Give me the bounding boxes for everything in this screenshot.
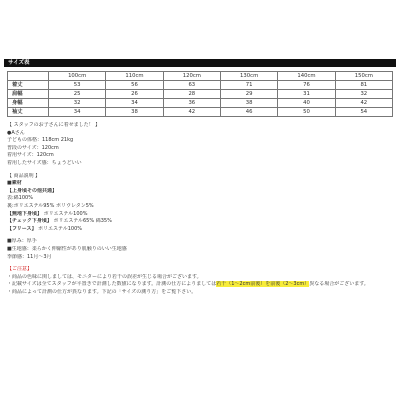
- table-cell: 38: [106, 108, 163, 117]
- table-row: [8, 81, 393, 90]
- size-col-header: 100cm: [49, 72, 106, 81]
- table-cell: 32: [335, 90, 392, 99]
- plain-body-value: ポリエステル100%: [43, 210, 88, 217]
- outer-material-1: 表:綿100%: [7, 195, 33, 202]
- table-cell: 54: [335, 108, 392, 117]
- staff-section: [7, 122, 396, 168]
- check-body-value: ポリエステル65% 綿35%: [53, 218, 112, 225]
- check-body-label: 【チェック下身頃】: [7, 218, 52, 225]
- row-label: 肩幅: [8, 90, 49, 99]
- plain-body-label: 【無地下身頃】: [7, 210, 43, 217]
- table-row: [8, 90, 393, 99]
- plain-body-material: [7, 211, 396, 219]
- staff-usual-size: 普段のサイズ：120cm: [7, 144, 59, 151]
- size-col-header: 130cm: [220, 72, 277, 81]
- check-body-material: [7, 218, 396, 226]
- table-cell: 81: [335, 81, 392, 90]
- table-row: [8, 108, 393, 117]
- table-cell: 56: [106, 81, 163, 90]
- note-measurement-tail: 異なる場合がございます。: [309, 281, 369, 288]
- texture: ■生地感：柔らかく伸縮性があり肌触りのいい生地感: [7, 245, 127, 252]
- product-section: [7, 173, 396, 262]
- table-cell: 38: [220, 99, 277, 108]
- table-cell: 32: [49, 99, 106, 108]
- note-measurement-highlight: 若干（1〜2cm前後）を前後（2〜3cm）: [216, 281, 310, 288]
- size-table-corner: [8, 72, 49, 81]
- notes-heading: 【ご注意】: [7, 266, 33, 273]
- material-label: ■素材: [7, 180, 22, 187]
- note-color: ・商品の色味に関しましては、モニターにより若干の誤差が生じる場合がございます。: [7, 273, 202, 280]
- table-cell: 46: [220, 108, 277, 117]
- size-table: [7, 71, 393, 117]
- table-cell: 25: [49, 90, 106, 99]
- staff-worn-size: 着用サイズ：120cm: [7, 152, 54, 159]
- size-col-header: 140cm: [278, 72, 335, 81]
- table-cell: 71: [220, 81, 277, 90]
- size-col-header: 150cm: [335, 72, 392, 81]
- row-label: 袖丈: [8, 108, 49, 117]
- table-cell: 42: [335, 99, 392, 108]
- table-cell: 40: [278, 99, 335, 108]
- season: 季節感：11月～3月: [7, 253, 52, 260]
- notes-section: [7, 266, 396, 296]
- size-table-header-row: [8, 72, 393, 81]
- table-row: [8, 99, 393, 108]
- note-measurement-text: ・記載サイズは全てスタッフが平置きで計測した数値になります。計測の仕方によりましては: [7, 281, 217, 288]
- thickness: ■厚み：厚手: [7, 238, 37, 245]
- outer-material-2: 裏:ポリエステル95% ポリウレタン5%: [7, 202, 94, 209]
- table-cell: 26: [106, 90, 163, 99]
- table-cell: 29: [220, 90, 277, 99]
- row-label: 身幅: [8, 99, 49, 108]
- note-measurement: [7, 281, 396, 289]
- table-cell: 42: [163, 108, 220, 117]
- note-method: ・商品によって計測の仕方が異なります。下記の「サイズの測り方」をご覧下さい。: [7, 288, 197, 295]
- table-cell: 31: [278, 90, 335, 99]
- table-cell: 50: [278, 108, 335, 117]
- table-cell: 53: [49, 81, 106, 90]
- fleece-value: ポリエステル100%: [38, 225, 83, 232]
- staff-body: 子どもの体格：118cm 21kg: [7, 137, 74, 144]
- size-col-header: 120cm: [163, 72, 220, 81]
- table-cell: 36: [163, 99, 220, 108]
- size-col-header: 110cm: [106, 72, 163, 81]
- staff-impression: 着用したサイズ感：ちょうどいい: [7, 159, 82, 166]
- table-cell: 63: [163, 81, 220, 90]
- size-table-title: サイズ表: [4, 59, 396, 67]
- fleece-label: 【フリース】: [7, 225, 37, 232]
- fleece-material: [7, 226, 396, 234]
- staff-name: ●Aさん: [7, 129, 25, 136]
- table-cell: 34: [106, 99, 163, 108]
- table-cell: 28: [163, 90, 220, 99]
- product-detail: [4, 59, 396, 296]
- row-label: 着丈: [8, 81, 49, 90]
- outer-label: 【上身頃その他共通】: [7, 187, 58, 194]
- table-cell: 34: [49, 108, 106, 117]
- table-cell: 76: [278, 81, 335, 90]
- product-heading: 【 商品説明 】: [7, 172, 41, 179]
- staff-heading: 【 スタッフのお子さんに着せました！ 】: [7, 122, 101, 128]
